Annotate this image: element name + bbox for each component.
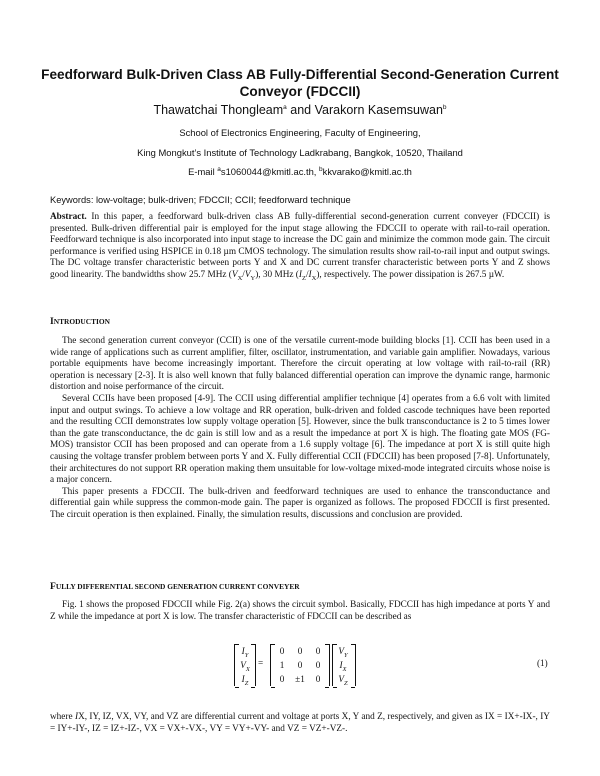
affiliation-line-1: School of Electronics Engineering, Faculty of Engineering, xyxy=(179,127,421,138)
equation-number: (1) xyxy=(537,658,548,668)
affiliation-line-2: King Mongkut’s Institute of Technology Ladkrabang, Bangkok, 10520, Thailand xyxy=(137,147,463,158)
matrix-cell: 0 xyxy=(279,674,285,684)
abstract-var: V xyxy=(244,269,251,280)
keywords: Keywords: low-voltage; bulk-driven; FDCCII; CCII; feedforward technique xyxy=(50,195,351,205)
author-1-mark: a xyxy=(283,103,287,111)
email-2-mark: b xyxy=(319,165,323,173)
heading-initial: F xyxy=(50,581,56,592)
equation-explanation xyxy=(50,712,550,735)
rhs-entry: $I_X$ xyxy=(339,660,347,673)
rhs-entry: $V_Y$ xyxy=(338,646,348,659)
intro-paragraph-1: The second generation current conveyor (CCII) is one of the versatile current-mode building blocks [1]. CCII has been used in a wide range of applications such as current amplifier, filter, oscillator, instrumentation, and variable gain amplifier. Nowadays, various portable equipments have become increasingly important. Therefore the circuit operating at low voltage with rail-to-rail (RR) operation is necessary [2-3]. It is also well known that fully balanced differential operation can improve the dynamic range, harmonic distortion and noise performance of the circuit. xyxy=(50,336,550,393)
abstract-sub: Z xyxy=(301,274,306,282)
lhs-entry: $I_Y$ xyxy=(241,646,249,659)
matrix-cell: 0 xyxy=(315,674,321,684)
heading-rest: ULLY DIFFERENTIAL SECOND GENERATION CURRENT CONVEYER xyxy=(55,582,300,591)
author-conjunction: and xyxy=(286,103,315,117)
section-2-paragraph-1: Fig. 1 shows the proposed FDCCII while Fig. 2(a) shows the circuit symbol. Basically, FDCCII has high impedance at ports Y and Z while the impedance at port X is low. The transfer characteristic of FDCCII can be described as xyxy=(50,600,550,622)
explanation-text: X, IY, IZ, VX, VY, and VZ are differential current and voltage at ports X, Y and Z, respectively, and given as IX = IX+-IX-, IY = IY+-IY-, IZ = IZ+-IZ-, VX = VX+-VX-, VY = VY+-VY- and VZ = VZ+-VZ-. xyxy=(50,712,550,734)
equation-1 xyxy=(234,641,554,691)
matrix-cell: 0 xyxy=(279,646,285,656)
matrix-cell: ±1 xyxy=(295,674,305,684)
section-2-body xyxy=(50,600,550,623)
email-line xyxy=(40,166,560,178)
author-2: Varakorn Kasemsuwan xyxy=(314,103,443,117)
matrix-cell: 1 xyxy=(279,660,285,670)
equals-sign: = xyxy=(258,658,264,668)
author-2-mark: b xyxy=(442,103,447,111)
abstract-var: I xyxy=(298,269,302,280)
abstract-sub: Y xyxy=(250,274,256,282)
email-1[interactable]: s1060044@kmitl.ac.th, xyxy=(220,166,320,177)
rhs-vector xyxy=(332,644,356,686)
section-heading-fdccii xyxy=(50,581,300,592)
introduction-body xyxy=(50,336,550,522)
abstract-mid: ), 30 MHz ( xyxy=(255,269,299,280)
heading-rest: NTRODUCTION xyxy=(53,317,110,326)
matrix-cell: 0 xyxy=(315,646,321,656)
rhs-entry: $V_Z$ xyxy=(338,674,348,687)
matrix-cell: 0 xyxy=(297,660,303,670)
lhs-vector xyxy=(234,644,256,686)
explanation-var: I xyxy=(74,712,79,722)
abstract-text: In this paper, a feedforward bulk-driven class AB fully-differential second-generation current conveyer (FDCCII) is presented. Bulk-driven differential pair is employed for the input stage allowing the FDCCII to operate with rail-to-rail operation. Feedforward technique is also incorporated into input stage to increase the DC gain and minimize the common mode gain. The circuit performance is verified using HSPICE in 0.18 µm CMOS technology. The simulation results show rail-to-rail input and output swings. The DC voltage transfer characteristic between ports Y and X and DC current transfer characteristic between ports Y and Z shows good linearity. The bandwidths show 25.7 MHz ( xyxy=(50,212,550,280)
heading-initial: I xyxy=(50,316,54,327)
transfer-matrix xyxy=(270,644,330,686)
matrix-cell: 0 xyxy=(297,646,303,656)
email-prefix: E-mail xyxy=(188,166,218,177)
abstract xyxy=(50,212,550,282)
explanation-lead: where xyxy=(50,712,75,722)
author-line xyxy=(40,103,560,118)
abstract-var: V xyxy=(231,269,238,280)
intro-paragraph-2: Several CCIIs have been proposed [4-9]. The CCII using differential amplifier technique [4] operates from a 6.6 volt with limited input and output swings. To achieve a low voltage and RR operation, bulk-driven and folded cascode techniques have been reported and the resulting CCII demonstrates low supply voltage operation [5]. However, since the bulk transconductance is 2 to 5 times lower than the gate transconductance, the dc gain is still low and as a result the impedance at port X is high. The floating gate MOS (FG-MOS) transistor CCII has been proposed and can operate from a 1.6 supply voltage [6]. The impedance at port X is still quite high causing the voltage transfer problem between ports Y and X. Fully differential CCII (FDCCII) has been proposed [7-8]. Unfortunately, their architectures do not support RR operation making them unsuitable for low-voltage mixed-mode integrated circuits whose noise is a major concern. xyxy=(50,393,550,486)
lhs-entry: $I_Z$ xyxy=(241,674,249,687)
email-2[interactable]: kkvarako@kmitl.ac.th xyxy=(322,166,412,177)
intro-paragraph-3: This paper presents a FDCCII. The bulk-driven and feedforward techniques are used to enhance the transconductance and differential gain while suppress the common-mode gain. The paper is organized as follows. The proposed FDCCII is first presented. The circuit operation is then explained. Finally, the simulation results, discussions and conclusion are provided. xyxy=(50,486,550,520)
abstract-sub: X xyxy=(237,274,243,282)
abstract-slash: / xyxy=(305,269,309,280)
abstract-var: I xyxy=(308,269,312,280)
author-1: Thawatchai Thongleam xyxy=(153,103,284,117)
section-heading-introduction xyxy=(50,316,110,327)
abstract-sub: X xyxy=(311,274,317,282)
lhs-entry: $V_X$ xyxy=(240,660,250,673)
matrix-cell: 0 xyxy=(315,660,321,670)
abstract-slash: / xyxy=(242,269,245,280)
email-1-mark: a xyxy=(217,165,221,173)
abstract-label: Abstract. xyxy=(50,212,87,222)
paper-title: Feedforward Bulk-Driven Class AB Fully-Differential Second-Generation Current Conveyor (FDCCII) xyxy=(41,67,559,99)
abstract-end: ), respectively. The power dissipation is 267.5 µW. xyxy=(316,269,505,280)
